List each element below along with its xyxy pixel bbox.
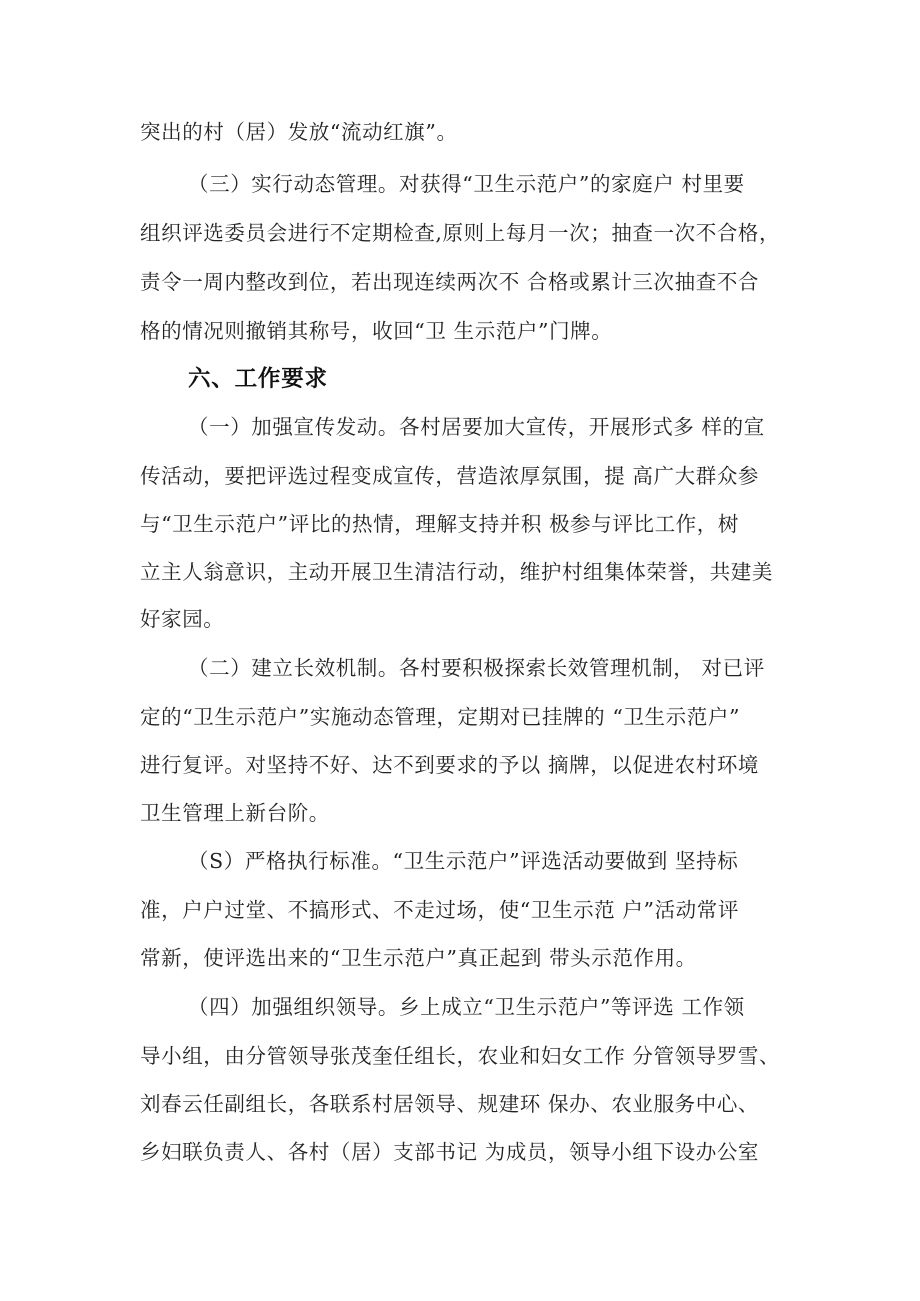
- text-line: 常新，使评选出来的“卫生示范户”真正起到 带头示范作用。: [140, 946, 697, 970]
- text-line: 组织评选委员会进行不定期检查,原则上每月一次；抽查一次不合格，: [140, 221, 781, 245]
- text-line: 突出的村（居）发放“流动红旗”。: [140, 120, 458, 144]
- paragraph-start-line: （三）实行动态管理。对获得“卫生示范户”的家庭户 村里要: [188, 172, 745, 196]
- text-line: 传活动，要把评选过程变成宣传，营造浓厚氛围，提 高广大群众参: [140, 464, 760, 488]
- paragraph-start-line: （一）加强宣传发动。各村居要加大宣传，开展形式多 样的宣: [188, 415, 765, 439]
- text-line: 好家园。: [140, 607, 225, 631]
- text-line: 刘春云任副组长，各联系村居领导、规建环 保办、农业服务中心、: [140, 1092, 760, 1116]
- text-line: 乡妇联负责人、各村（居）支部书记 为成员，领导小组下设办公室: [140, 1140, 760, 1164]
- section-heading: 六、工作要求: [188, 366, 328, 392]
- text-line: 与“卫生示范户”评比的热情，理解支持并积 极参与评比工作，树: [140, 512, 739, 536]
- text-line: 责令一周内整改到位，若出现连续两次不 合格或累计三次抽查不合: [140, 270, 760, 294]
- paragraph-start-line: （四）加强组织领导。乡上成立“卫生示范户”等评选 工作领: [188, 995, 745, 1019]
- paragraph-start-line: （二）建立长效机制。各村要积极探索长效管理机制， 对已评: [188, 656, 765, 680]
- text-line: 卫生管理上新台阶。: [140, 801, 330, 825]
- paragraph-start-line: （S）严格执行标准。“卫生示范户”评选活动要做到 坚持标: [188, 849, 739, 873]
- text-line: 立主人翁意识，主动开展卫生清洁行动，维护村组集体荣誉，共建美: [140, 560, 773, 584]
- text-line: 格的情况则撤销其称号，收回“卫 生示范户”门牌。: [140, 319, 613, 343]
- text-line: 准，户户过堂、不搞形式、不走过场，使“卫生示范 户”活动常评: [140, 898, 739, 922]
- text-line: 定的“卫生示范户”实施动态管理，定期对已挂牌的 “卫生示范户”: [140, 705, 741, 729]
- text-line: 导小组，由分管领导张茂奎任组长，农业和妇女工作 分管领导罗雪、: [140, 1044, 781, 1068]
- text-line: 进行复评。对坚持不好、达不到要求的予以 摘牌，以促进农村环境: [140, 753, 760, 777]
